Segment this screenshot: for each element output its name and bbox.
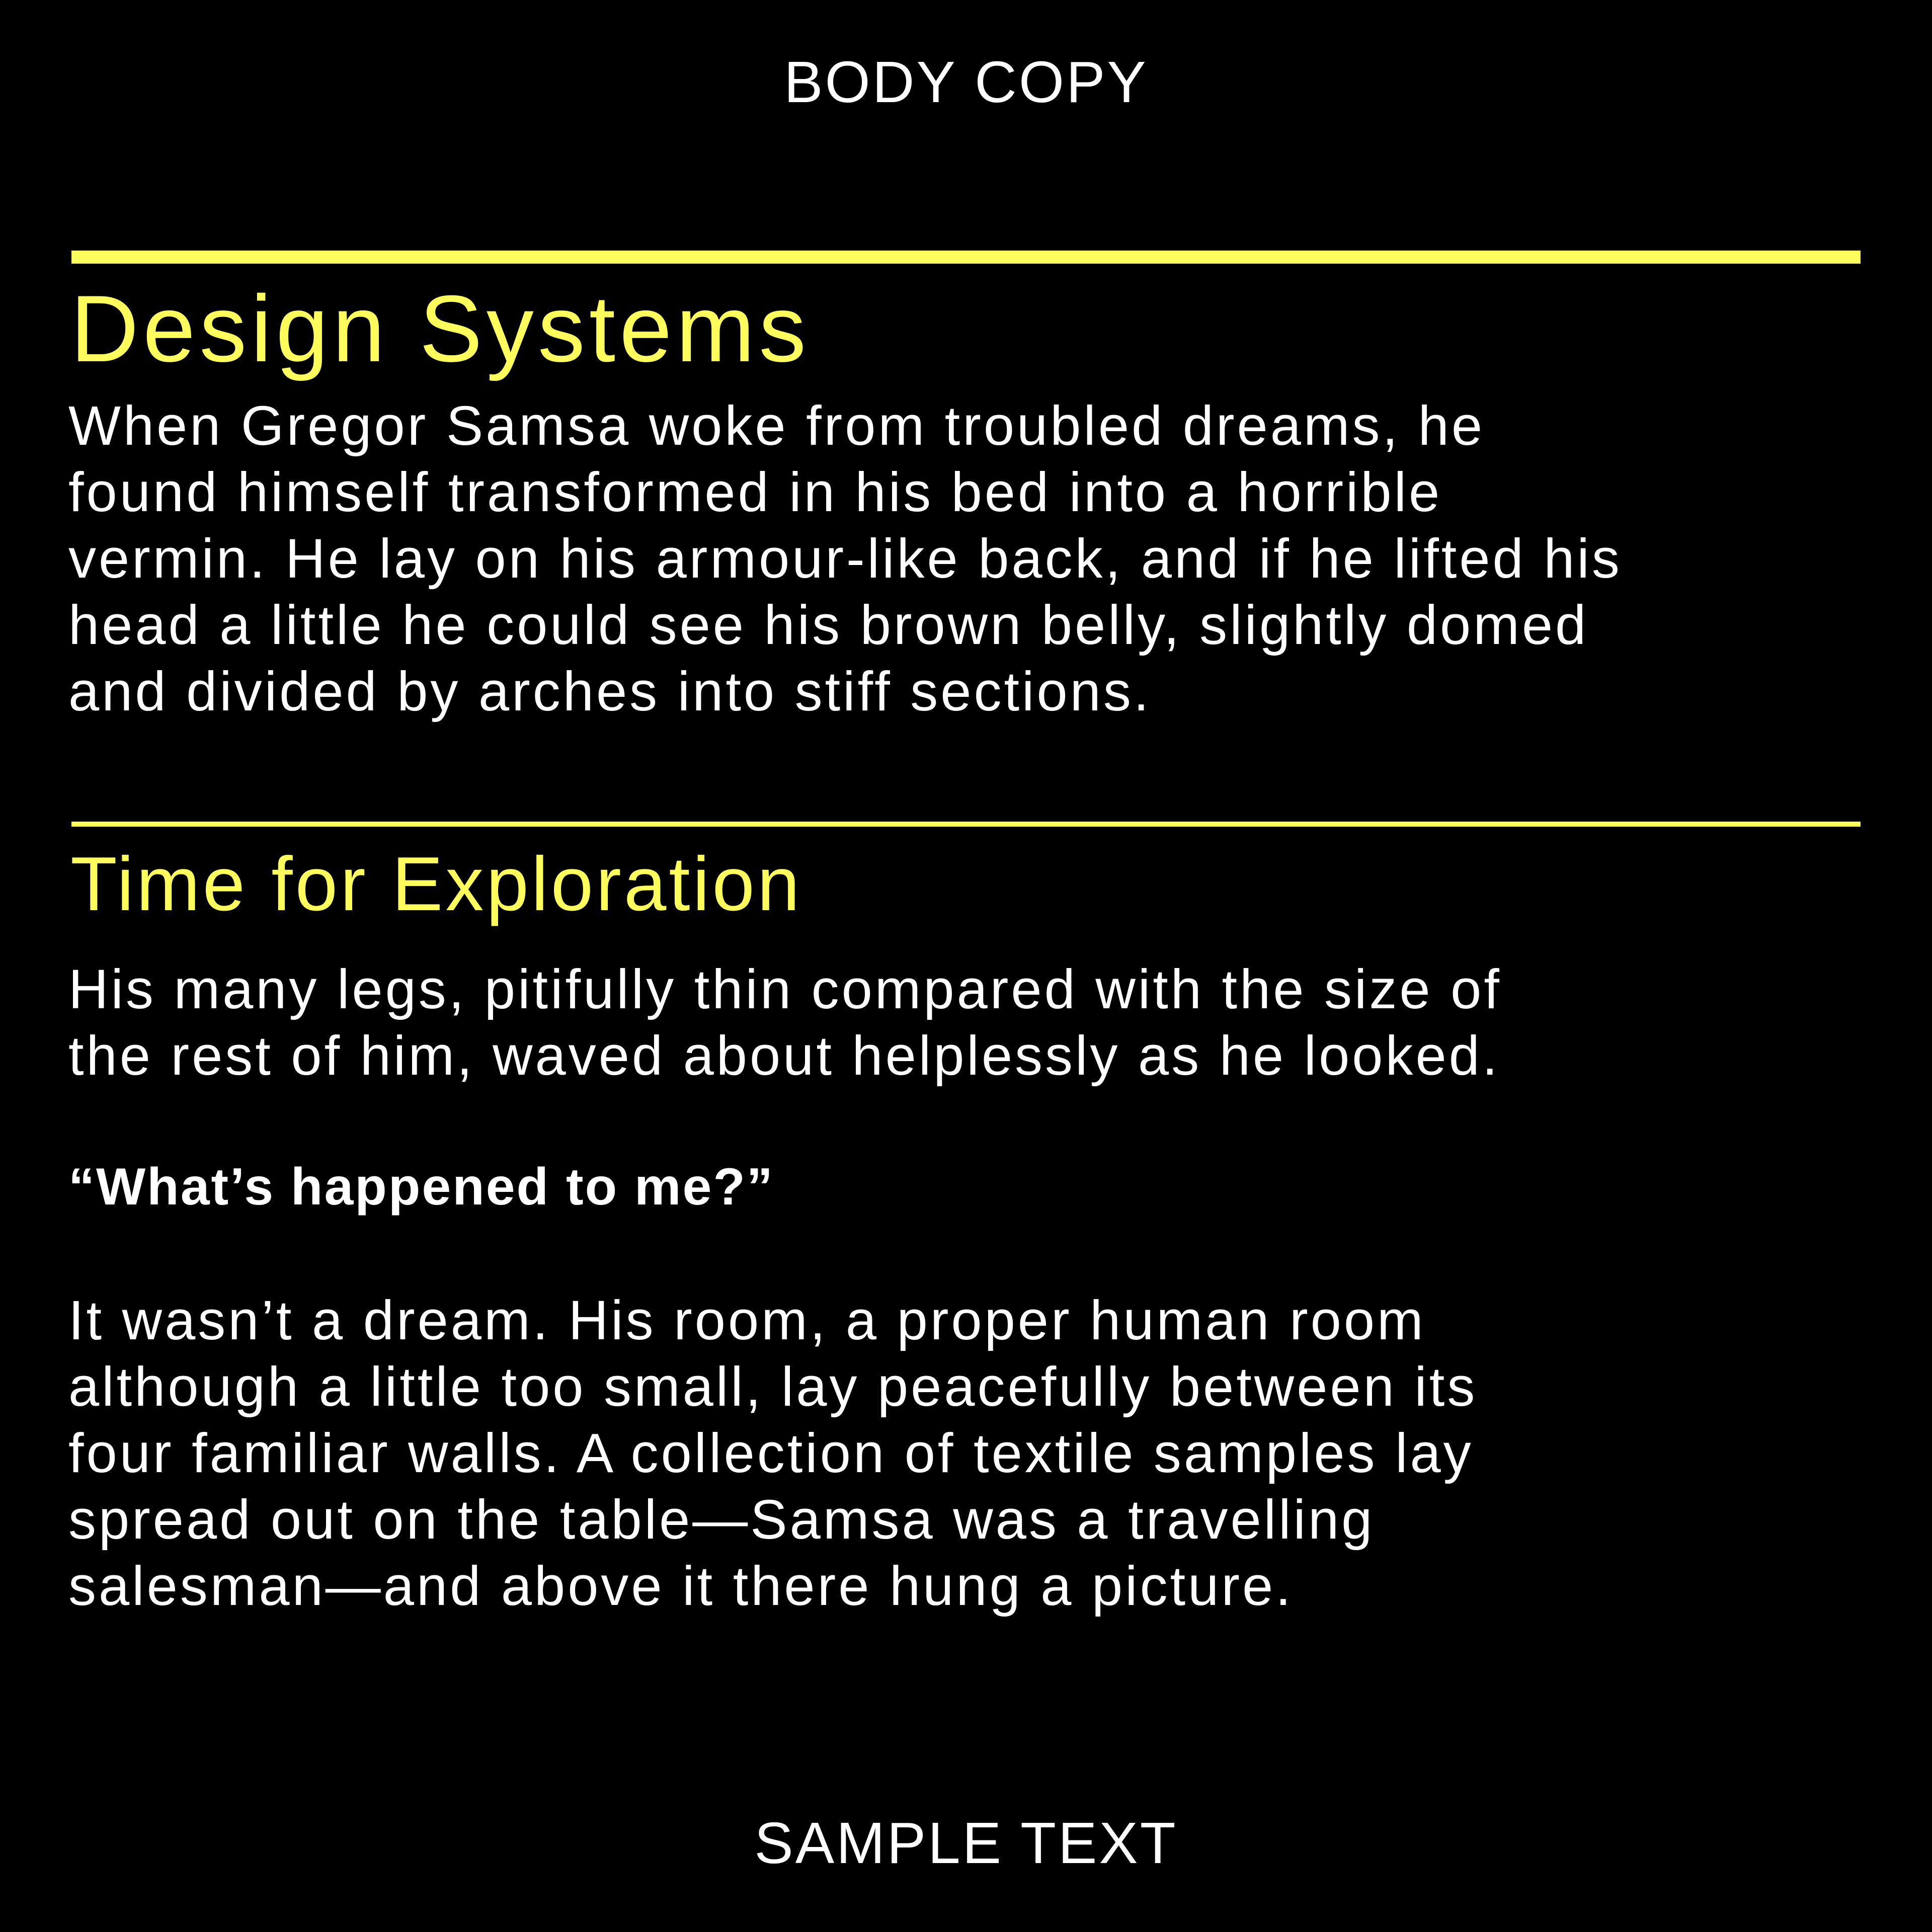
text-line: His many legs, pitifully thin compared with the size of xyxy=(68,958,1502,1020)
paragraph-design-systems xyxy=(68,393,1622,725)
text-line: the rest of him, waved about helplessly as he looked. xyxy=(68,1025,1500,1087)
text-line: When Gregor Samsa woke from troubled dreams, he xyxy=(68,395,1485,457)
text-line: vermin. He lay on his armour-like back, and if he lifted his xyxy=(68,528,1622,590)
section-divider-thick xyxy=(71,251,1861,264)
section-divider-thin xyxy=(71,822,1861,827)
footer-label: SAMPLE TEXT xyxy=(754,1810,1178,1876)
paragraph-exploration-1 xyxy=(68,956,1502,1089)
text-line: spread out on the table—Samsa was a travelling xyxy=(68,1489,1375,1551)
section-title-design-systems: Design Systems xyxy=(70,276,811,381)
text-line: salesman—and above it there hung a picture. xyxy=(68,1555,1294,1617)
section-title-time-for-exploration: Time for Exploration xyxy=(70,841,802,927)
text-line: It wasn’t a dream. His room, a proper human room xyxy=(68,1290,1426,1351)
text-line: four familiar walls. A collection of textile samples lay xyxy=(68,1422,1474,1484)
text-line: found himself transformed in his bed into a horrible xyxy=(68,461,1442,523)
text-line: and divided by arches into stiff sections. xyxy=(68,661,1152,722)
header-label: BODY COPY xyxy=(784,49,1148,115)
text-line: head a little he could see his brown belly, slightly domed xyxy=(68,594,1589,656)
pull-quote: “What’s happened to me?” xyxy=(68,1158,774,1216)
paragraph-exploration-2 xyxy=(68,1287,1477,1620)
text-line: although a little too small, lay peacefully between its xyxy=(68,1356,1478,1418)
